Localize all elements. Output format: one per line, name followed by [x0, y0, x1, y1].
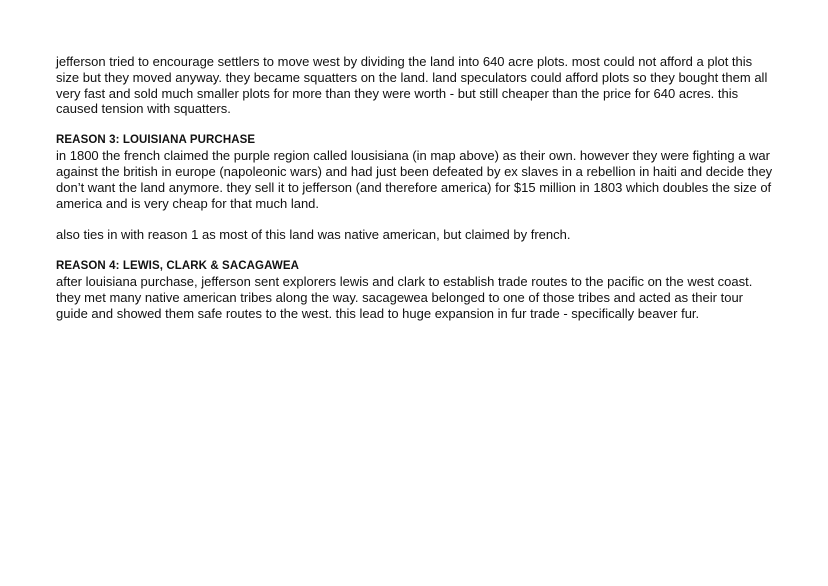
section-paragraph: after louisiana purchase, jefferson sent explorers lewis and clark to establish trade routes to the pacific on the west coast. they met many native american tribes along the way. sacagewea belonged to one of those tribes and acted as their tour guide and showed them safe routes to the west. this lead to huge expansion in fur trade - specifically beaver fur.	[56, 274, 753, 321]
section-reason-4	[56, 259, 776, 321]
document-page	[56, 54, 776, 322]
section-paragraph: in 1800 the french claimed the purple region called lousisiana (in map above) as their own. however they were fighting a war against the british in europe (napoleonic wars) and had just been defeated by ex slaves in a rebellion in haiti and decide they don’t want the land anymore. they sell it to jefferson (and therefore america) for $15 million in 1803 which doubles the size of america and is very cheap for that much land.	[56, 148, 773, 211]
section-paragraph: also ties in with reason 1 as most of this land was native american, but claimed by french.	[56, 227, 571, 243]
spacer	[56, 211, 776, 227]
intro-paragraph: jefferson tried to encourage settlers to move west by dividing the land into 640 acre plots. most could not afford a plot this size but they moved anyway. they became squatters on the land. land speculators could afford plots so they bought them all very fast and sold much smaller plots for more than they were worth - but still cheaper than the price for 640 acres. this caused tension with squatters.	[56, 54, 768, 117]
section-heading: REASON 3: LOUISIANA PURCHASE	[56, 134, 256, 147]
spacer	[56, 117, 776, 133]
section-heading: REASON 4: LEWIS, CLARK & SACAGAWEA	[56, 260, 299, 273]
spacer	[56, 243, 776, 259]
section-reason-3	[56, 133, 776, 243]
